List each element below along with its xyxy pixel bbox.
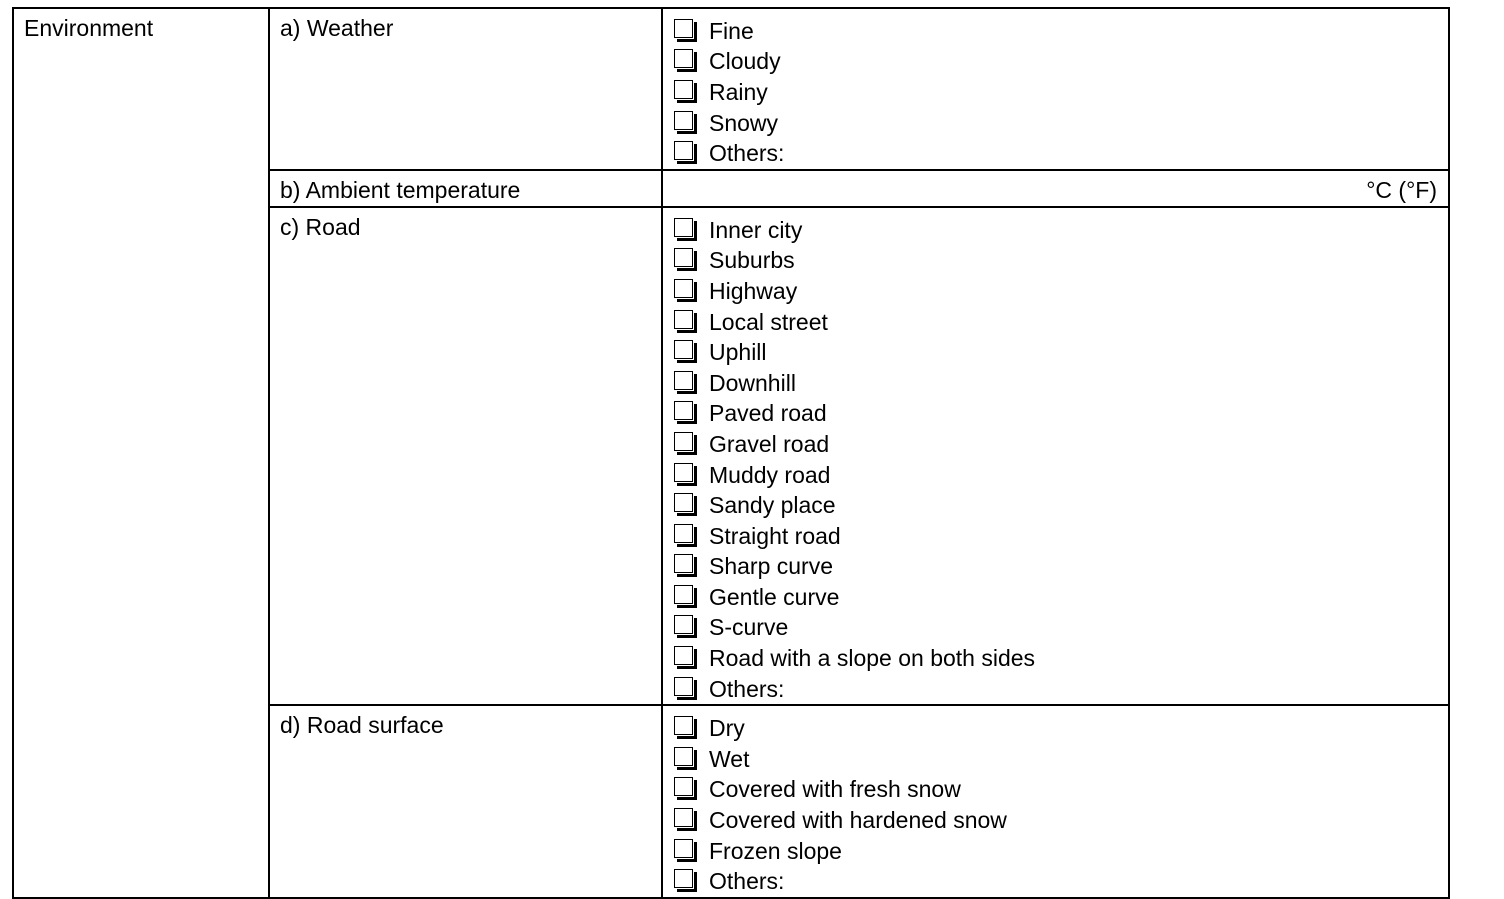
checkbox-icon[interactable] [674,141,695,162]
checkbox-icon[interactable] [674,808,695,829]
checkbox-option[interactable] [674,47,1448,78]
section-title: Environment [24,15,154,41]
weather-label: a) Weather [280,15,394,41]
checkbox-option[interactable] [674,460,1448,491]
checkbox-icon[interactable] [674,49,695,70]
checkbox-option[interactable] [674,337,1448,368]
checkbox-label: Highway [709,277,798,304]
checkbox-option[interactable] [674,552,1448,583]
checkbox-option[interactable] [674,582,1448,613]
checkbox-icon[interactable] [674,585,695,606]
checkbox-label: Suburbs [709,247,795,274]
weather-label-cell [269,8,662,170]
checkbox-icon[interactable] [674,777,695,798]
checkbox-icon[interactable] [674,432,695,453]
checkbox-label: Fine [709,17,754,44]
checkbox-label: Straight road [709,522,841,549]
checkbox-label: Sharp curve [709,553,834,580]
checkbox-icon[interactable] [674,554,695,575]
checkbox-icon[interactable] [674,716,695,737]
road-surface-options [663,706,1448,897]
checkbox-option[interactable] [674,246,1448,277]
checkbox-label: Road with a slope on both sides [709,645,1036,672]
checkbox-icon[interactable] [674,646,695,667]
checkbox-label: Sandy place [709,492,836,519]
checkbox-option[interactable] [674,805,1448,836]
environment-form-table [12,7,1450,899]
checkbox-label: Local street [709,308,828,335]
temperature-unit: °C (°F) [1366,176,1437,203]
checkbox-option[interactable] [674,399,1448,430]
checkbox-icon[interactable] [674,19,695,40]
checkbox-icon[interactable] [674,218,695,239]
checkbox-option[interactable] [674,77,1448,108]
checkbox-icon[interactable] [674,869,695,890]
road-options-cell [662,207,1449,706]
checkbox-option[interactable] [674,613,1448,644]
checkbox-icon[interactable] [674,279,695,300]
checkbox-option[interactable] [674,713,1448,744]
checkbox-icon[interactable] [674,747,695,768]
road-surface-label: d) Road surface [280,712,444,739]
checkbox-label: S-curve [709,614,789,641]
checkbox-option[interactable] [674,16,1448,47]
checkbox-icon[interactable] [674,371,695,392]
checkbox-label: Muddy road [709,461,831,488]
checkbox-option[interactable] [674,775,1448,806]
weather-options [663,9,1448,169]
checkbox-label: Others: [709,868,785,895]
checkbox-icon[interactable] [674,524,695,545]
checkbox-option[interactable] [674,215,1448,246]
checkbox-label: Wet [709,745,750,772]
checkbox-option[interactable] [674,490,1448,521]
temperature-label-cell [269,170,662,207]
checkbox-option[interactable] [674,429,1448,460]
checkbox-option[interactable] [674,836,1448,867]
checkbox-option[interactable] [674,643,1448,674]
road-options [663,208,1448,705]
checkbox-label: Others: [709,675,785,702]
checkbox-icon[interactable] [674,839,695,860]
checkbox-option[interactable] [674,276,1448,307]
checkbox-option[interactable] [674,866,1448,897]
checkbox-label: Frozen slope [709,837,842,864]
checkbox-label: Covered with fresh snow [709,776,961,803]
checkbox-icon[interactable] [674,615,695,636]
checkbox-option[interactable] [674,521,1448,552]
checkbox-icon[interactable] [674,340,695,361]
checkbox-label: Uphill [709,339,767,366]
weather-options-cell [662,8,1449,170]
checkbox-label: Dry [709,715,745,742]
checkbox-icon[interactable] [674,310,695,331]
checkbox-label: Gravel road [709,430,830,457]
checkbox-icon[interactable] [674,463,695,484]
checkbox-icon[interactable] [674,248,695,269]
temperature-value-cell[interactable] [662,170,1449,207]
checkbox-icon[interactable] [674,111,695,132]
checkbox-option[interactable] [674,307,1448,338]
checkbox-label: Paved road [709,400,827,427]
checkbox-option[interactable] [674,138,1448,169]
section-cell [13,8,269,898]
checkbox-label: Inner city [709,216,803,243]
checkbox-option[interactable] [674,108,1448,139]
road-label-cell [269,207,662,706]
road-label: c) Road [280,213,361,240]
checkbox-label: Cloudy [709,48,781,75]
checkbox-label: Snowy [709,109,779,136]
temperature-label: b) Ambient temperature [280,176,521,203]
checkbox-option[interactable] [674,368,1448,399]
checkbox-label: Rainy [709,78,768,105]
road-surface-label-cell [269,705,662,898]
checkbox-icon[interactable] [674,677,695,698]
checkbox-label: Others: [709,140,785,167]
checkbox-label: Covered with hardened snow [709,807,1007,834]
checkbox-icon[interactable] [674,401,695,422]
checkbox-label: Downhill [709,369,796,396]
checkbox-option[interactable] [674,744,1448,775]
checkbox-option[interactable] [674,674,1448,705]
weather-row [13,8,1449,170]
checkbox-label: Gentle curve [709,583,840,610]
checkbox-icon[interactable] [674,80,695,101]
road-surface-options-cell [662,705,1449,898]
checkbox-icon[interactable] [674,493,695,514]
